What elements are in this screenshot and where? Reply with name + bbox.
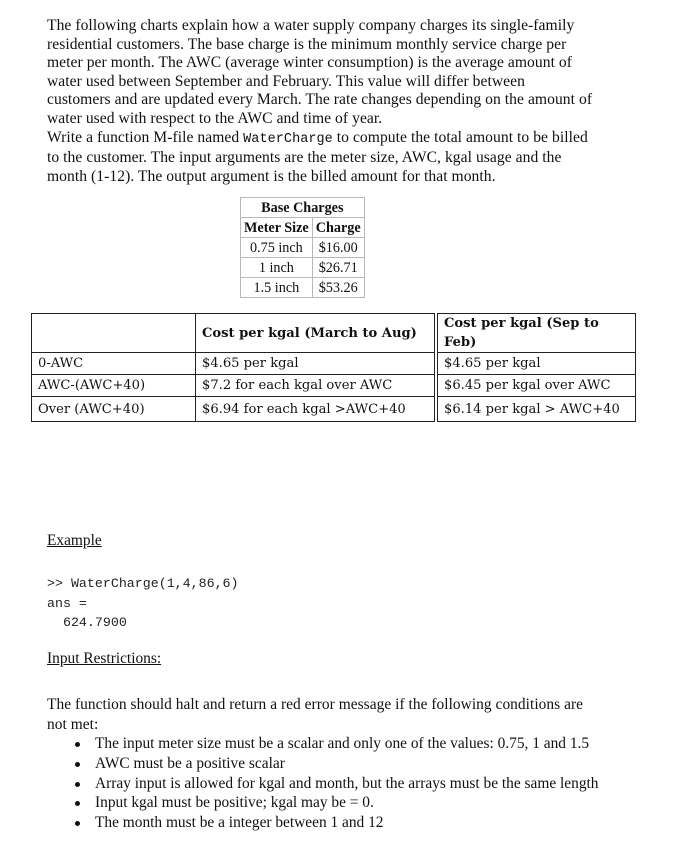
intro-line: month (1-12). The output argument is the billed amount for that month. bbox=[47, 167, 496, 185]
base-table-title: Base Charges bbox=[241, 198, 365, 218]
table-row: Over (AWC+40) $6.94 for each kgal >AWC+40 $6.14 per kgal > AWC+40 bbox=[32, 397, 636, 422]
header-charge: Charge bbox=[312, 218, 364, 238]
task-line: Write a function M-file named WaterCharge to compute the total amount to be billed bbox=[47, 128, 588, 147]
base-charges-table bbox=[240, 197, 365, 298]
list-item: AWC must be a positive scalar bbox=[73, 754, 599, 774]
header-sep-feb: Cost per kgal (Sep to Feb) bbox=[438, 314, 636, 353]
list-item: The month must be a integer between 1 and 12 bbox=[73, 813, 599, 833]
header-tier bbox=[32, 314, 196, 353]
intro-line: The following charts explain how a water supply company charges its single-family bbox=[47, 17, 575, 34]
table-row: AWC-(AWC+40) $7.2 for each kgal over AWC $6.45 per kgal over AWC bbox=[32, 375, 636, 397]
intro-line: to the customer. The input arguments are the meter size, AWC, kgal usage and the bbox=[47, 149, 562, 167]
list-item: Array input is allowed for kgal and month, but the arrays must be the same length bbox=[73, 774, 599, 794]
example-code: >> WaterCharge(1,4,86,6) ans = 624.7900 bbox=[47, 576, 239, 630]
intro-line: meter per month. The AWC (average winter consumption) is the average amount of bbox=[47, 54, 573, 72]
table-row: 1.5 inch $53.26 bbox=[241, 278, 365, 298]
input-restrictions-heading: Input Restrictions: bbox=[47, 650, 162, 667]
intro-paragraph bbox=[47, 17, 657, 186]
function-name: WaterCharge bbox=[243, 131, 333, 147]
intro-line: customers and are updated every March. The rate changes depending on the amount of bbox=[47, 91, 593, 109]
table-row: 1 inch $26.71 bbox=[241, 258, 365, 278]
example-heading: Example bbox=[47, 532, 102, 549]
header-meter-size: Meter Size bbox=[241, 218, 313, 238]
list-item: The input meter size must be a scalar and only one of the values: 0.75, 1 and 1.5 bbox=[73, 734, 599, 754]
intro-line: residential customers. The base charge is the minimum monthly service charge per bbox=[47, 35, 567, 53]
restrictions-list bbox=[73, 734, 599, 833]
table-row: 0-AWC $4.65 per kgal $4.65 per kgal bbox=[32, 353, 636, 375]
list-item: Input kgal must be positive; kgal may be = 0. bbox=[73, 793, 599, 813]
restrictions-paragraph: The function should halt and return a red error message if the following conditions are not met: bbox=[47, 696, 584, 733]
intro-line: water used with respect to the AWC and time of year. bbox=[47, 109, 383, 127]
table-row: 0.75 inch $16.00 bbox=[241, 238, 365, 258]
header-march-aug: Cost per kgal (March to Aug) bbox=[196, 314, 435, 353]
cost-per-kgal-table bbox=[31, 313, 636, 422]
intro-line: water used between September and February. This value will differ between bbox=[47, 72, 525, 90]
